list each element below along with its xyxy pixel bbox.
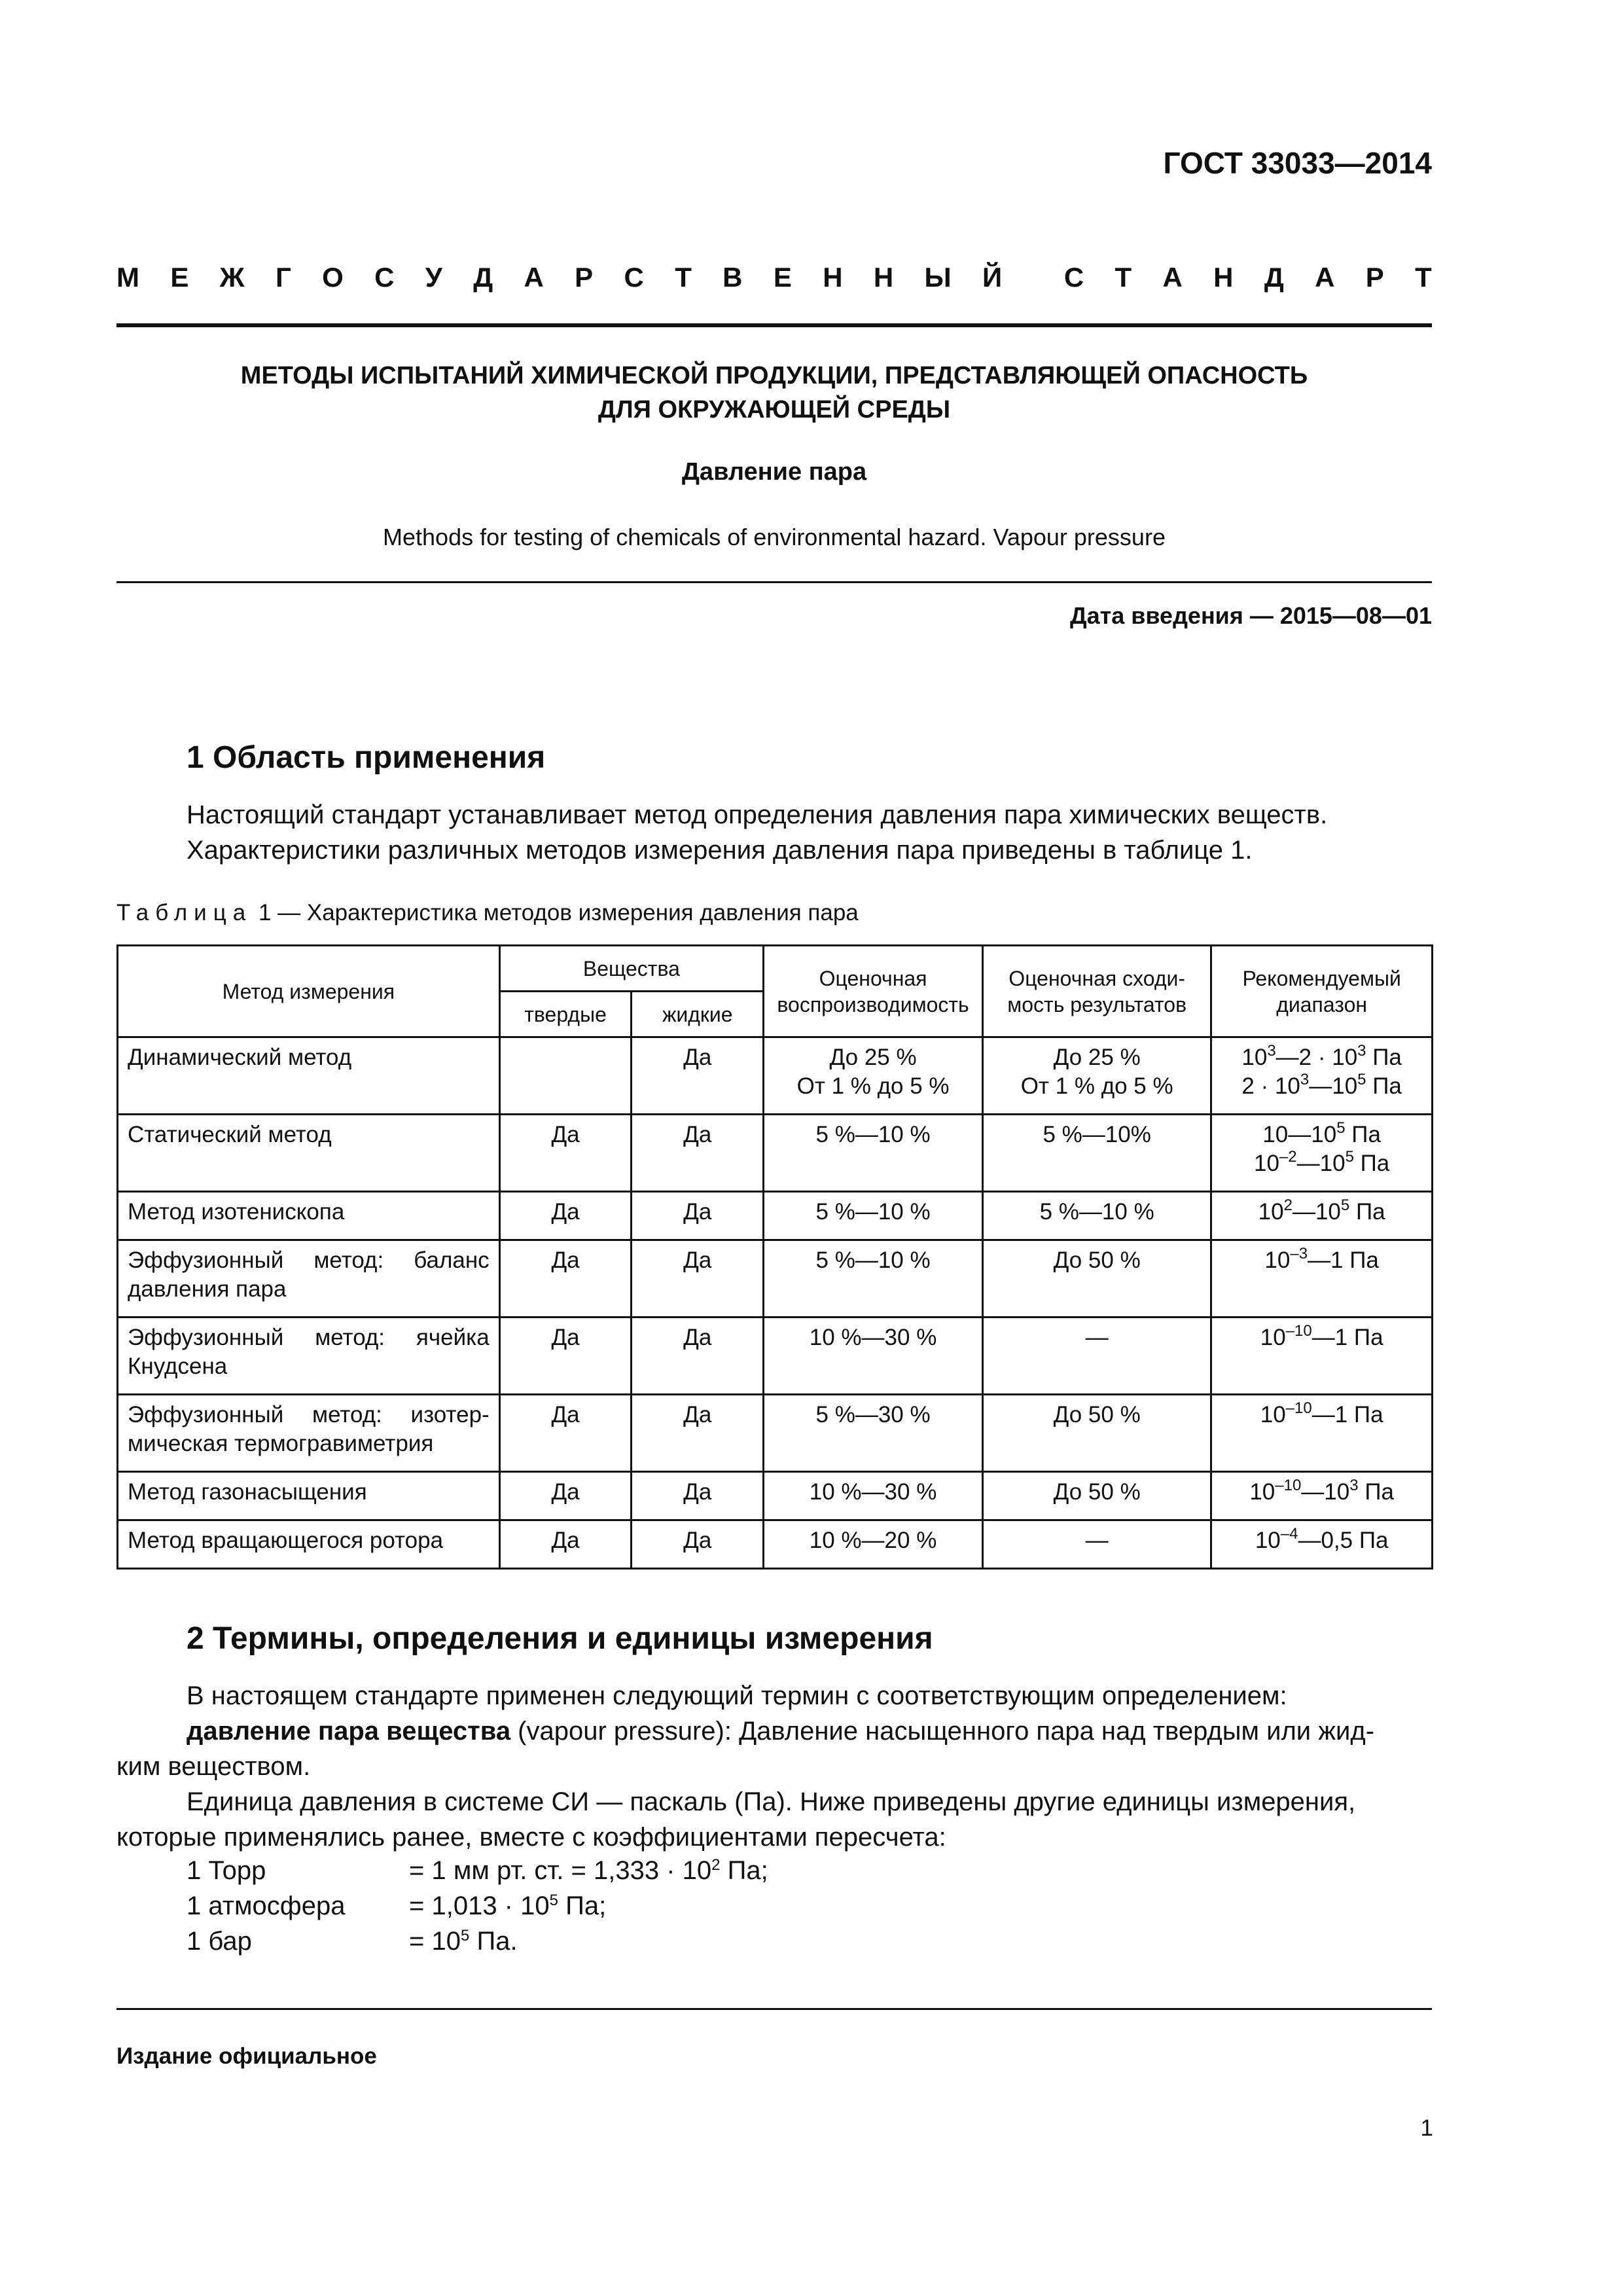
footer-rule bbox=[116, 2008, 1432, 2010]
range-text: —1 Па bbox=[1308, 1247, 1379, 1273]
interstate-letter: Т bbox=[675, 262, 692, 293]
interstate-letter: Т bbox=[1115, 262, 1132, 293]
section-2-text bbox=[116, 1678, 1432, 1855]
unit-name: 1 бар bbox=[187, 1927, 252, 1956]
cell-solid: Да bbox=[499, 1395, 632, 1472]
range-exponent: 5 bbox=[1345, 1148, 1354, 1166]
range-text: —10 bbox=[1292, 1199, 1341, 1225]
range-text: Па bbox=[1366, 1045, 1402, 1070]
interstate-letter: Н bbox=[823, 262, 843, 293]
unit-value-suffix: Па; bbox=[720, 1856, 768, 1885]
cell-line: От 1 % до 5 % bbox=[796, 1073, 950, 1099]
section-1-heading: 1 Область применения bbox=[187, 740, 546, 775]
cell-solid: Да bbox=[499, 1520, 632, 1569]
range-text: —10 bbox=[1301, 1479, 1350, 1505]
table-row bbox=[118, 1472, 1433, 1520]
header-repeatability: Оценочная сходи-мость результатов bbox=[983, 946, 1211, 1037]
cell-method: Эффузионный метод: изотер-мическая термогравиметрия bbox=[118, 1395, 500, 1472]
unit-value: = 1 мм рт. ст. = 1,333 · 10 bbox=[409, 1856, 712, 1885]
range-text: —1 Па bbox=[1311, 1325, 1383, 1350]
range-text: 10—10 bbox=[1262, 1122, 1337, 1147]
range-exponent: 3 bbox=[1300, 1071, 1310, 1088]
range-text: 10 bbox=[1241, 1045, 1268, 1070]
unit-value-suffix: Па; bbox=[558, 1892, 607, 1920]
range-text: —2 · 10 bbox=[1275, 1045, 1358, 1070]
cell-solid: Да bbox=[499, 1240, 632, 1318]
cell-method: Динамический метод bbox=[118, 1037, 500, 1115]
cell-method: Эффузионный метод: ячейка Кнудсена bbox=[118, 1318, 500, 1395]
range-text: 10 bbox=[1260, 1325, 1286, 1350]
title-line-2: ДЛЯ ОКРУЖАЮЩЕЙ СРЕДЫ bbox=[597, 396, 951, 423]
range-text: Па bbox=[1358, 1479, 1394, 1505]
range-exponent: 5 bbox=[1336, 1119, 1346, 1137]
range-text: —10 bbox=[1309, 1073, 1358, 1099]
range-text: Па bbox=[1366, 1073, 1402, 1099]
cell-line: От 1 % до 5 % bbox=[1020, 1073, 1173, 1099]
header-rule bbox=[116, 323, 1432, 327]
interstate-letter: Т bbox=[1415, 262, 1432, 293]
section-2-line-1: В настоящем стандарте применен следующий термин с соответствующим определением: bbox=[187, 1681, 1287, 1710]
table-row bbox=[118, 1037, 1433, 1115]
unit-value-suffix: Па. bbox=[469, 1927, 518, 1956]
table-header-row bbox=[118, 946, 1433, 992]
range-exponent: 3 bbox=[1349, 1477, 1359, 1494]
gost-number: ГОСТ 33033—2014 bbox=[1163, 146, 1432, 180]
cell-liquid: Да bbox=[632, 1472, 764, 1520]
range-text: —0,5 Па bbox=[1298, 1528, 1389, 1553]
unit-exponent: 2 bbox=[711, 1856, 721, 1874]
cell-reproducibility bbox=[764, 1037, 983, 1115]
interstate-letter: С bbox=[1063, 262, 1084, 293]
interstate-letter: Н bbox=[1213, 262, 1234, 293]
range-text: 10 bbox=[1253, 1151, 1279, 1176]
header-reproducibility: Оценочная воспроизводимость bbox=[764, 946, 983, 1037]
cell-repeatability bbox=[983, 1037, 1211, 1115]
term-definition: (vapour pressure): Давление насыщенного пара над твердым или жид- bbox=[510, 1717, 1375, 1746]
interstate-letter: Ы bbox=[924, 262, 952, 293]
range-text: 10 bbox=[1249, 1479, 1275, 1505]
range-text: 10 bbox=[1255, 1528, 1281, 1553]
cell-range bbox=[1211, 1037, 1433, 1115]
unit-value: = 1,013 · 10 bbox=[409, 1892, 550, 1920]
edition-label: Издание официальное bbox=[116, 2043, 377, 2069]
cell-solid: Да bbox=[499, 1192, 632, 1240]
cell-reproducibility: 5 %—10 % bbox=[764, 1192, 983, 1240]
cell-liquid: Да bbox=[632, 1240, 764, 1318]
table-caption-word: Таблица bbox=[116, 900, 253, 925]
cell-reproducibility: 5 %—30 % bbox=[764, 1395, 983, 1472]
header-range: Рекомендуемый диапазон bbox=[1211, 946, 1433, 1037]
cell-method: Метод газонасыщения bbox=[118, 1472, 500, 1520]
cell-repeatability: До 50 % bbox=[983, 1240, 1211, 1318]
cell-line: До 25 % bbox=[1053, 1045, 1141, 1070]
header-solid: твердые bbox=[499, 992, 632, 1037]
cell-solid: Да bbox=[499, 1115, 632, 1192]
range-exponent: –3 bbox=[1290, 1245, 1308, 1263]
range-text: Па bbox=[1353, 1151, 1390, 1176]
range-line bbox=[1221, 1043, 1422, 1072]
unit-name: 1 Торр bbox=[187, 1856, 266, 1885]
range-line bbox=[1221, 1149, 1422, 1178]
table-row bbox=[118, 1115, 1433, 1192]
cell-solid: Да bbox=[499, 1318, 632, 1395]
interstate-letter: Д bbox=[473, 262, 493, 293]
cell-reproducibility: 5 %—10 % bbox=[764, 1240, 983, 1318]
cell-solid: Да bbox=[499, 1472, 632, 1520]
section-1-line-1: Настоящий стандарт устанавливает метод определения давления пара химических веществ. bbox=[187, 800, 1328, 829]
section-1-text bbox=[116, 797, 1432, 868]
range-exponent: –10 bbox=[1285, 1399, 1312, 1417]
range-exponent: 2 bbox=[1283, 1196, 1293, 1214]
cell-liquid: Да bbox=[632, 1520, 764, 1569]
term-definition-line-1 bbox=[116, 1713, 1432, 1749]
cell-solid bbox=[499, 1037, 632, 1115]
range-exponent: 5 bbox=[1357, 1071, 1366, 1088]
cell-repeatability: 5 %—10% bbox=[983, 1115, 1211, 1192]
interstate-letter: А bbox=[1162, 262, 1183, 293]
range-text: 2 · 10 bbox=[1241, 1073, 1300, 1099]
range-exponent: 3 bbox=[1357, 1042, 1366, 1060]
cell-range bbox=[1211, 1520, 1433, 1569]
term-definition-line-2: ким веществом. bbox=[116, 1752, 311, 1781]
interstate-letter: Й bbox=[982, 262, 1003, 293]
range-exponent: –2 bbox=[1279, 1148, 1297, 1166]
range-line bbox=[1221, 1121, 1422, 1149]
unit-row-torr bbox=[187, 1856, 768, 1886]
interstate-letter: С bbox=[374, 262, 395, 293]
interstate-letter: С bbox=[624, 262, 644, 293]
unit-value: = 10 bbox=[409, 1927, 461, 1956]
cell-liquid: Да bbox=[632, 1115, 764, 1192]
si-line-1: Единица давления в системе СИ — паскаль (Па). Ниже приведены другие единицы измерения, bbox=[187, 1787, 1356, 1816]
cell-liquid: Да bbox=[632, 1037, 764, 1115]
cell-range bbox=[1211, 1395, 1433, 1472]
english-title: Methods for testing of chemicals of environmental hazard. Vapour pressure bbox=[383, 524, 1166, 550]
range-exponent: –4 bbox=[1280, 1525, 1298, 1543]
cell-liquid: Да bbox=[632, 1318, 764, 1395]
range-text: —10 bbox=[1296, 1151, 1346, 1176]
header-liquid: жидкие bbox=[632, 992, 764, 1037]
cell-repeatability: 5 %—10 % bbox=[983, 1192, 1211, 1240]
unit-exponent: 5 bbox=[549, 1892, 558, 1909]
interstate-letter: Р bbox=[1365, 262, 1384, 293]
cell-repeatability: До 50 % bbox=[983, 1395, 1211, 1472]
range-text: 10 bbox=[1264, 1247, 1291, 1273]
interstate-letter: Е bbox=[773, 262, 792, 293]
term-name: давление пара вещества bbox=[187, 1717, 511, 1746]
cell-method: Метод изотенископа bbox=[118, 1192, 500, 1240]
interstate-letter: Д bbox=[1264, 262, 1284, 293]
table-caption bbox=[116, 900, 859, 926]
title-rule bbox=[116, 581, 1432, 583]
unit-row-bar bbox=[187, 1927, 518, 1956]
cell-range bbox=[1211, 1192, 1433, 1240]
document-title bbox=[116, 359, 1432, 427]
interstate-letter: Ж bbox=[219, 262, 245, 293]
range-exponent: –10 bbox=[1275, 1477, 1302, 1494]
range-exponent: 3 bbox=[1267, 1042, 1276, 1060]
table-row bbox=[118, 1318, 1433, 1395]
header-substances: Вещества bbox=[499, 946, 763, 992]
cell-range bbox=[1211, 1115, 1433, 1192]
range-text: —1 Па bbox=[1311, 1402, 1383, 1427]
cell-range bbox=[1211, 1472, 1433, 1520]
range-exponent: 5 bbox=[1340, 1196, 1350, 1214]
cell-method: Эффузионный метод: баланс давления пара bbox=[118, 1240, 500, 1318]
unit-row-atmosphere bbox=[187, 1892, 606, 1921]
interstate-letter: М bbox=[116, 262, 139, 293]
cell-reproducibility: 10 %—20 % bbox=[764, 1520, 983, 1569]
cell-repeatability: До 50 % bbox=[983, 1472, 1211, 1520]
interstate-standard-heading bbox=[116, 262, 1432, 293]
interstate-letter: О bbox=[322, 262, 344, 293]
unit-name: 1 атмосфера bbox=[187, 1892, 346, 1920]
cell-liquid: Да bbox=[632, 1192, 764, 1240]
interstate-letter: В bbox=[722, 262, 743, 293]
interstate-letter: Г bbox=[275, 262, 291, 293]
document-subtitle: Давление пара bbox=[681, 458, 867, 486]
title-line-1: МЕТОДЫ ИСПЫТАНИЙ ХИМИЧЕСКОЙ ПРОДУКЦИИ, ПРЕДСТАВЛЯЮЩЕЙ ОПАСНОСТЬ bbox=[240, 362, 1308, 389]
cell-method: Статический метод bbox=[118, 1115, 500, 1192]
cell-method: Метод вращающегося ротора bbox=[118, 1520, 500, 1569]
table-caption-text: 1 — Характеристика методов измерения давления пара bbox=[252, 900, 859, 925]
cell-range bbox=[1211, 1318, 1433, 1395]
interstate-letter: Р bbox=[575, 262, 594, 293]
section-1-line-2: Характеристики различных методов измерения давления пара приведены в таблице 1. bbox=[187, 836, 1253, 865]
cell-repeatability: — bbox=[983, 1520, 1211, 1569]
methods-table bbox=[116, 944, 1433, 1570]
header-method: Метод измерения bbox=[118, 946, 500, 1037]
range-exponent: –10 bbox=[1285, 1322, 1312, 1340]
cell-liquid: Да bbox=[632, 1395, 764, 1472]
range-text: Па bbox=[1345, 1122, 1381, 1147]
cell-reproducibility: 10 %—30 % bbox=[764, 1318, 983, 1395]
range-text: 10 bbox=[1260, 1402, 1286, 1427]
cell-repeatability: — bbox=[983, 1318, 1211, 1395]
section-2-heading: 2 Термины, определения и единицы измерения bbox=[187, 1621, 933, 1656]
page-number: 1 bbox=[1420, 2115, 1433, 2141]
table-row bbox=[118, 1192, 1433, 1240]
table-row bbox=[118, 1240, 1433, 1318]
range-text: 10 bbox=[1258, 1199, 1284, 1225]
introduction-date: Дата введения — 2015—08—01 bbox=[1069, 602, 1432, 629]
interstate-letter: Н bbox=[873, 262, 894, 293]
cell-range bbox=[1211, 1240, 1433, 1318]
interstate-letter: У bbox=[425, 262, 442, 293]
cell-reproducibility: 10 %—30 % bbox=[764, 1472, 983, 1520]
table-row bbox=[118, 1395, 1433, 1472]
table-row bbox=[118, 1520, 1433, 1569]
range-text: Па bbox=[1349, 1199, 1385, 1225]
interstate-letter: А bbox=[1315, 262, 1335, 293]
unit-exponent: 5 bbox=[460, 1927, 470, 1945]
cell-line: До 25 % bbox=[829, 1045, 917, 1070]
interstate-letter: А bbox=[524, 262, 544, 293]
interstate-letter: Е bbox=[170, 262, 189, 293]
cell-reproducibility: 5 %—10 % bbox=[764, 1115, 983, 1192]
si-line-2: которые применялись ранее, вместе с коэффициентами пересчета: bbox=[116, 1823, 946, 1852]
range-line bbox=[1221, 1072, 1422, 1101]
